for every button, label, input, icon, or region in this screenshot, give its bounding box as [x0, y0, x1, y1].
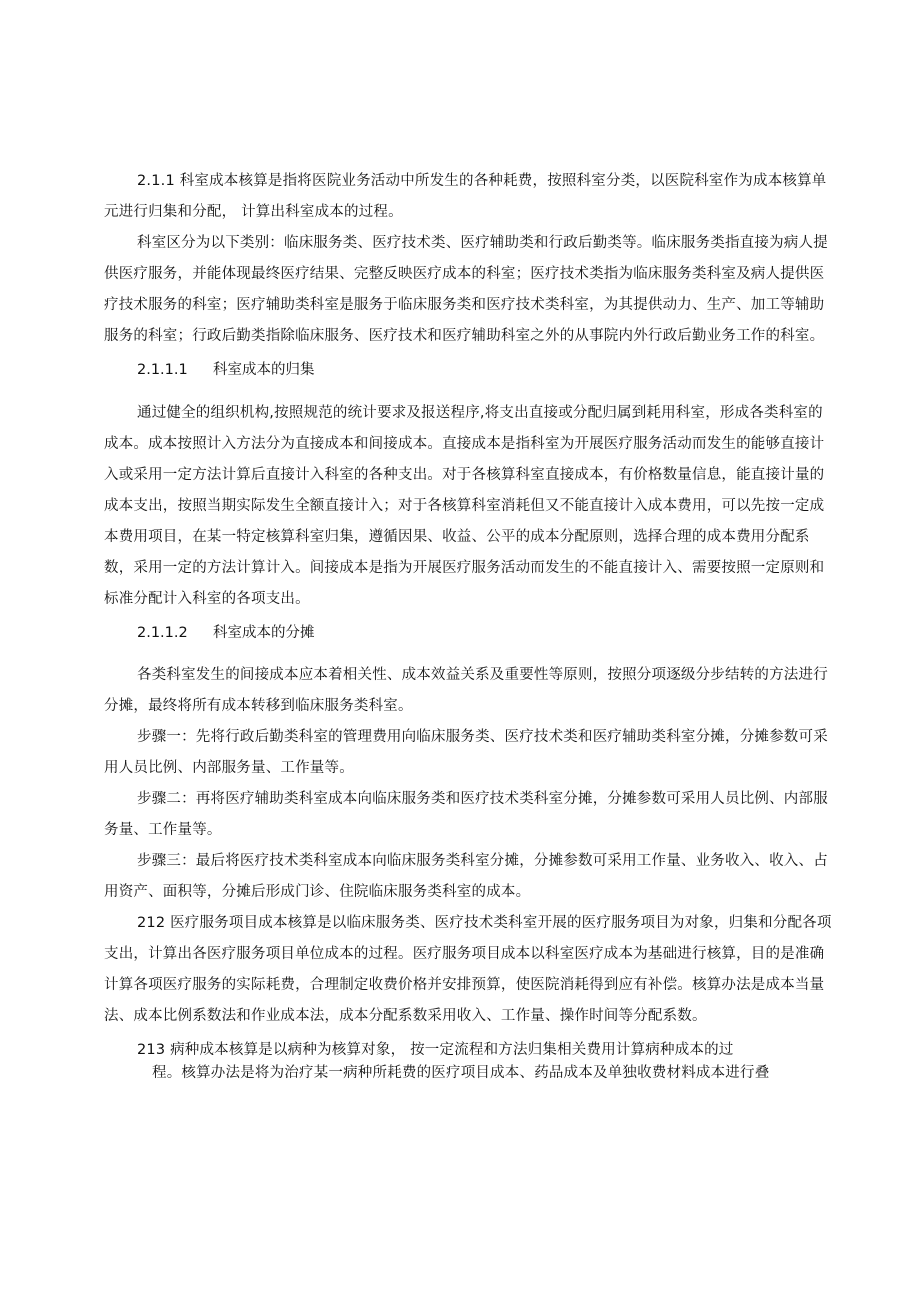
section-2-1-1-line-2: 元进行归集和分配， 计算出科室成本的过程。: [104, 204, 403, 220]
categories-paragraph-line-1: 科室区分为以下类别：临床服务类、医疗技术类、医疗辅助类和行政后勤类等。临床服务类指直接为病人提: [137, 235, 828, 251]
step-two-line-2: 务量、工作量等。: [104, 822, 222, 838]
section-212-line-4: 法、成本比例系数法和作业成本法，成本分配系数采用收入、工作量、操作时间等分配系数。: [104, 1008, 707, 1024]
categories-paragraph-line-4: 服务的科室；行政后勤类指除临床服务、医疗技术和医疗辅助科室之外的从事院内外行政后勤业务工作的科室。: [104, 328, 825, 344]
step-one-line-1: 步骤一：先将行政后勤类科室的管理费用向临床服务类、医疗技术类和医疗辅助类科室分摊，分摊参数可采: [137, 729, 828, 745]
categories-paragraph-line-3: 疗技术服务的科室；医疗辅助类科室是服务于临床服务类和医疗技术类科室，为其提供动力、生产、加工等辅助: [104, 297, 825, 313]
section-2-1-1-line-1: 2.1.1 科室成本核算是指将医院业务活动中所发生的各种耗费，按照科室分类，以医院科室作为成本核算单: [137, 173, 827, 189]
section-heading-2-1-1-2: [137, 623, 315, 643]
step-three-line-1: 步骤三：最后将医疗技术类科室成本向临床服务类科室分摊，分摊参数可采用工作量、业务收入、收入、占: [137, 853, 828, 869]
section-212-line-1: 212 医疗服务项目成本核算是以临床服务类、医疗技术类科室开展的医疗服务项目为对象，归集和分配各项: [137, 915, 832, 931]
collection-paragraph-line-7: 标准分配计入科室的各项支出。: [104, 591, 310, 607]
section-213-line-2: 程。核算办法是将为治疗某一病种所耗费的医疗项目成本、药品成本及单独收费材料成本进行叠: [152, 1065, 770, 1081]
section-title: 科室成本的归集: [213, 362, 315, 378]
allocation-paragraph-line-1: 各类科室发生的间接成本应本着相关性、成本效益关系及重要性等原则，按照分项逐级分步结转的方法进行: [137, 667, 828, 683]
collection-paragraph-line-2: 成本。成本按照计入方法分为直接成本和间接成本。直接成本是指科室为开展医疗服务活动而发生的能够直接计: [104, 436, 825, 452]
step-one-line-2: 用人员比例、内部服务量、工作量等。: [104, 760, 354, 776]
section-title: 科室成本的分摊: [213, 625, 315, 641]
collection-paragraph-line-1: 通过健全的组织机构,按照规范的统计要求及报送程序,将支出直接或分配归属到耗用科室，形成各类科室的: [137, 405, 823, 421]
section-212-line-2: 支出，计算出各医疗服务项目单位成本的过程。医疗服务项目成本以科室医疗成本为基础进行核算，目的是准确: [104, 946, 825, 962]
collection-paragraph-line-6: 数，采用一定的方法计算计入。间接成本是指为开展医疗服务活动而发生的不能直接计入、需要按照一定原则和: [104, 560, 825, 576]
step-two-line-1: 步骤二：再将医疗辅助类科室成本向临床服务类和医疗技术类科室分摊，分摊参数可采用人员比例、内部服: [137, 791, 828, 807]
collection-paragraph-line-3: 入或采用一定方法计算后直接计入科室的各种支出。对于各核算科室直接成本，有价格数量信息，能直接计量的: [104, 467, 825, 483]
step-three-line-2: 用资产、面积等，分摊后形成门诊、住院临床服务类科室的成本。: [104, 884, 531, 900]
section-heading-2-1-1-1: [137, 360, 315, 380]
section-number: 2.1.1.2: [137, 625, 188, 641]
section-212-line-3: 计算各项医疗服务的实际耗费，合理制定收费价格并安排预算，使医院消耗得到应有补偿。核算办法是成本当量: [104, 977, 825, 993]
collection-paragraph-line-5: 本费用项目，在某一特定核算科室归集，遵循因果、收益、公平的成本分配原则，选择合理的成本费用分配系: [104, 529, 810, 545]
categories-paragraph-line-2: 供医疗服务，并能体现最终医疗结果、完整反映医疗成本的科室；医疗技术类指为临床服务类科室及病人提供医: [104, 266, 825, 282]
section-number: 2.1.1.1: [137, 362, 188, 378]
section-213-line-1: 213 病种成本核算是以病种为核算对象， 按一定流程和方法归集相关费用计算病种成本的过: [137, 1042, 734, 1058]
collection-paragraph-line-4: 成本支出，按照当期实际发生全额直接计入；对于各核算科室消耗但又不能直接计入成本费用，可以先按一定成: [104, 498, 825, 514]
allocation-paragraph-line-2: 分摊，最终将所有成本转移到临床服务类科室。: [104, 698, 413, 714]
